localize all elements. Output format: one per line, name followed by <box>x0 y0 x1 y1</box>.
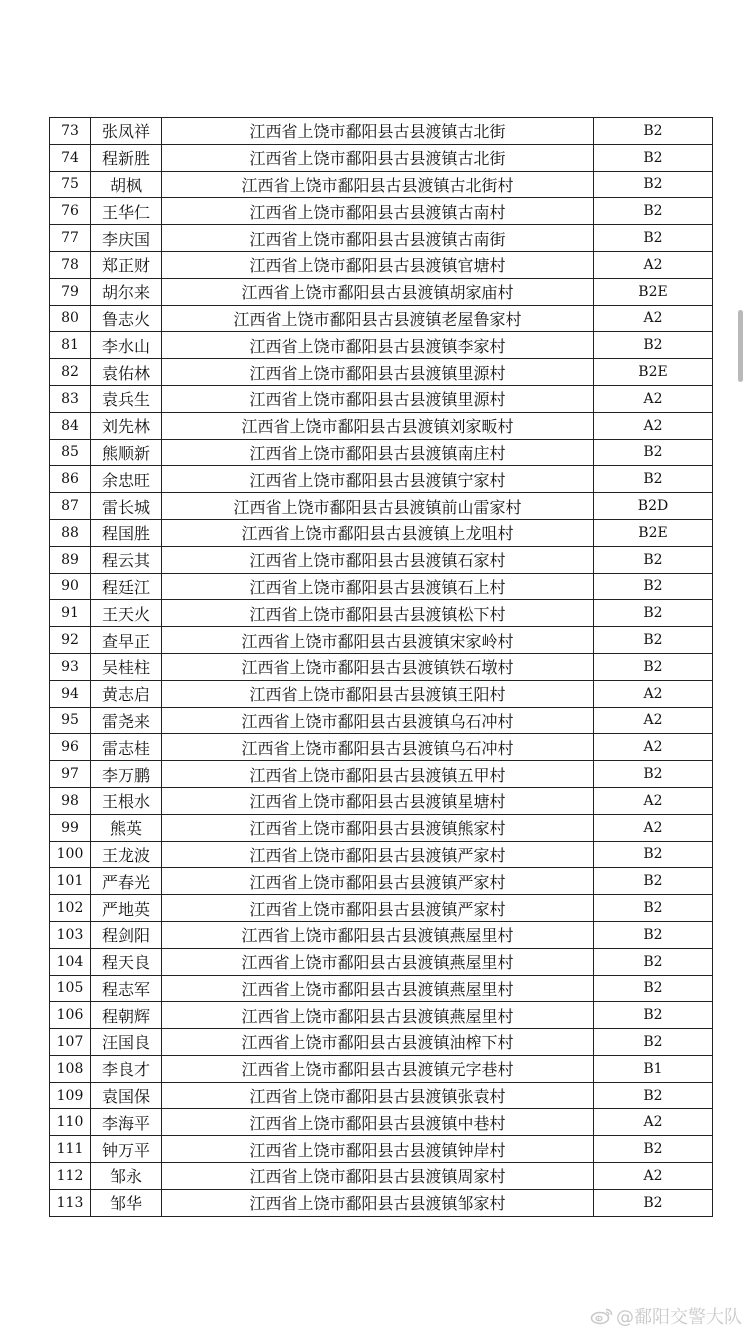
driver-name-cell: 程剑阳 <box>91 921 162 948</box>
license-class-cell: B2 <box>594 627 713 654</box>
row-number-cell: 84 <box>50 412 91 439</box>
driver-name-cell: 王天火 <box>91 600 162 627</box>
license-class-cell: B2E <box>594 359 713 386</box>
table-row <box>50 868 713 895</box>
license-class-cell: B2 <box>594 439 713 466</box>
row-number-cell: 89 <box>50 546 91 573</box>
table-row <box>50 171 713 198</box>
row-number-cell: 112 <box>50 1163 91 1190</box>
address-cell: 江西省上饶市鄱阳县古县渡镇铁石墩村 <box>162 653 594 680</box>
driver-name-cell: 程志军 <box>91 975 162 1002</box>
roster-sheet <box>49 117 711 1217</box>
address-cell: 江西省上饶市鄱阳县古县渡镇上龙咀村 <box>162 519 594 546</box>
license-class-cell: B2 <box>594 171 713 198</box>
address-cell: 江西省上饶市鄱阳县古县渡镇官塘村 <box>162 251 594 278</box>
license-class-cell: B2 <box>594 1082 713 1109</box>
row-number-cell: 103 <box>50 921 91 948</box>
address-cell: 江西省上饶市鄱阳县古县渡镇周家村 <box>162 1163 594 1190</box>
row-number-cell: 76 <box>50 198 91 225</box>
row-number-cell: 92 <box>50 627 91 654</box>
license-class-cell: A2 <box>594 385 713 412</box>
license-class-cell: A2 <box>594 412 713 439</box>
driver-name-cell: 邹永 <box>91 1163 162 1190</box>
table-row <box>50 118 713 145</box>
address-cell: 江西省上饶市鄱阳县古县渡镇王阳村 <box>162 680 594 707</box>
license-class-cell: A2 <box>594 1109 713 1136</box>
address-cell: 江西省上饶市鄱阳县古县渡镇钟岸村 <box>162 1136 594 1163</box>
row-number-cell: 98 <box>50 787 91 814</box>
table-row <box>50 385 713 412</box>
address-cell: 江西省上饶市鄱阳县古县渡镇胡家庙村 <box>162 278 594 305</box>
address-cell: 江西省上饶市鄱阳县古县渡镇里源村 <box>162 385 594 412</box>
table-row <box>50 895 713 922</box>
driver-name-cell: 袁国保 <box>91 1082 162 1109</box>
weibo-watermark <box>590 1303 742 1329</box>
vertical-scrollbar[interactable] <box>738 310 743 382</box>
driver-name-cell: 程新胜 <box>91 144 162 171</box>
driver-name-cell: 胡尔来 <box>91 278 162 305</box>
row-number-cell: 105 <box>50 975 91 1002</box>
license-class-cell: B2 <box>594 225 713 252</box>
license-class-cell: A2 <box>594 707 713 734</box>
row-number-cell: 80 <box>50 305 91 332</box>
driver-name-cell: 雷尧来 <box>91 707 162 734</box>
license-class-cell: B2 <box>594 921 713 948</box>
license-class-cell: A2 <box>594 787 713 814</box>
row-number-cell: 107 <box>50 1029 91 1056</box>
driver-name-cell: 李庆国 <box>91 225 162 252</box>
address-cell: 江西省上饶市鄱阳县古县渡镇油榨下村 <box>162 1029 594 1056</box>
row-number-cell: 108 <box>50 1055 91 1082</box>
row-number-cell: 106 <box>50 1002 91 1029</box>
table-row <box>50 278 713 305</box>
address-cell: 江西省上饶市鄱阳县古县渡镇严家村 <box>162 895 594 922</box>
license-class-cell: B2 <box>594 1029 713 1056</box>
table-row <box>50 144 713 171</box>
driver-name-cell: 胡枫 <box>91 171 162 198</box>
row-number-cell: 90 <box>50 573 91 600</box>
license-class-cell: B2D <box>594 493 713 520</box>
driver-name-cell: 鲁志火 <box>91 305 162 332</box>
driver-name-cell: 李海平 <box>91 1109 162 1136</box>
table-row <box>50 198 713 225</box>
license-class-cell: A2 <box>594 305 713 332</box>
row-number-cell: 102 <box>50 895 91 922</box>
address-cell: 江西省上饶市鄱阳县古县渡镇燕屋里村 <box>162 1002 594 1029</box>
driver-name-cell: 钟万平 <box>91 1136 162 1163</box>
row-number-cell: 85 <box>50 439 91 466</box>
driver-name-cell: 王根水 <box>91 787 162 814</box>
license-class-cell: B2 <box>594 600 713 627</box>
license-class-cell: B2 <box>594 975 713 1002</box>
address-cell: 江西省上饶市鄱阳县古县渡镇古北街村 <box>162 171 594 198</box>
license-class-cell: B2 <box>594 895 713 922</box>
row-number-cell: 78 <box>50 251 91 278</box>
row-number-cell: 99 <box>50 814 91 841</box>
driver-name-cell: 黄志启 <box>91 680 162 707</box>
driver-name-cell: 王华仁 <box>91 198 162 225</box>
row-number-cell: 93 <box>50 653 91 680</box>
address-cell: 江西省上饶市鄱阳县古县渡镇老屋鲁家村 <box>162 305 594 332</box>
address-cell: 江西省上饶市鄱阳县古县渡镇石上村 <box>162 573 594 600</box>
license-class-cell: B2 <box>594 653 713 680</box>
driver-name-cell: 雷长城 <box>91 493 162 520</box>
address-cell: 江西省上饶市鄱阳县古县渡镇严家村 <box>162 868 594 895</box>
table-row <box>50 305 713 332</box>
address-cell: 江西省上饶市鄱阳县古县渡镇宋家岭村 <box>162 627 594 654</box>
license-class-cell: B2 <box>594 332 713 359</box>
address-cell: 江西省上饶市鄱阳县古县渡镇李家村 <box>162 332 594 359</box>
license-class-cell: B2 <box>594 118 713 145</box>
driver-name-cell: 袁兵生 <box>91 385 162 412</box>
license-class-cell: B2 <box>594 573 713 600</box>
driver-name-cell: 郑正财 <box>91 251 162 278</box>
table-row <box>50 1055 713 1082</box>
address-cell: 江西省上饶市鄱阳县古县渡镇燕屋里村 <box>162 975 594 1002</box>
driver-name-cell: 严春光 <box>91 868 162 895</box>
license-class-cell: B2 <box>594 1189 713 1216</box>
address-cell: 江西省上饶市鄱阳县古县渡镇元字巷村 <box>162 1055 594 1082</box>
table-row <box>50 439 713 466</box>
address-cell: 江西省上饶市鄱阳县古县渡镇燕屋里村 <box>162 921 594 948</box>
row-number-cell: 94 <box>50 680 91 707</box>
driver-roster-table <box>49 117 713 1217</box>
license-class-cell: B2 <box>594 144 713 171</box>
address-cell: 江西省上饶市鄱阳县古县渡镇燕屋里村 <box>162 948 594 975</box>
address-cell: 江西省上饶市鄱阳县古县渡镇南庄村 <box>162 439 594 466</box>
row-number-cell: 95 <box>50 707 91 734</box>
license-class-cell: A2 <box>594 1163 713 1190</box>
license-class-cell: B2 <box>594 761 713 788</box>
address-cell: 江西省上饶市鄱阳县古县渡镇古南街 <box>162 225 594 252</box>
table-row <box>50 225 713 252</box>
license-class-cell: B2E <box>594 519 713 546</box>
driver-name-cell: 查早正 <box>91 627 162 654</box>
table-row <box>50 734 713 761</box>
table-row <box>50 251 713 278</box>
license-class-cell: A2 <box>594 814 713 841</box>
address-cell: 江西省上饶市鄱阳县古县渡镇里源村 <box>162 359 594 386</box>
row-number-cell: 110 <box>50 1109 91 1136</box>
row-number-cell: 111 <box>50 1136 91 1163</box>
table-row <box>50 921 713 948</box>
license-class-cell: B2 <box>594 948 713 975</box>
table-row <box>50 1189 713 1216</box>
driver-name-cell: 严地英 <box>91 895 162 922</box>
row-number-cell: 74 <box>50 144 91 171</box>
table-row <box>50 546 713 573</box>
address-cell: 江西省上饶市鄱阳县古县渡镇石家村 <box>162 546 594 573</box>
row-number-cell: 79 <box>50 278 91 305</box>
driver-name-cell: 吴桂柱 <box>91 653 162 680</box>
driver-name-cell: 李万鹏 <box>91 761 162 788</box>
address-cell: 江西省上饶市鄱阳县古县渡镇乌石冲村 <box>162 707 594 734</box>
driver-name-cell: 王龙波 <box>91 841 162 868</box>
address-cell: 江西省上饶市鄱阳县古县渡镇刘家畈村 <box>162 412 594 439</box>
roster-table-body <box>50 118 713 1217</box>
address-cell: 江西省上饶市鄱阳县古县渡镇古北街 <box>162 144 594 171</box>
license-class-cell: B1 <box>594 1055 713 1082</box>
driver-name-cell: 程云其 <box>91 546 162 573</box>
row-number-cell: 91 <box>50 600 91 627</box>
table-row <box>50 948 713 975</box>
driver-name-cell: 刘先林 <box>91 412 162 439</box>
driver-name-cell: 李水山 <box>91 332 162 359</box>
address-cell: 江西省上饶市鄱阳县古县渡镇中巷村 <box>162 1109 594 1136</box>
table-row <box>50 600 713 627</box>
license-class-cell: B2 <box>594 868 713 895</box>
watermark-text: @鄱阳交警大队 <box>616 1307 742 1328</box>
table-row <box>50 680 713 707</box>
license-class-cell: B2 <box>594 466 713 493</box>
table-row <box>50 975 713 1002</box>
table-row <box>50 841 713 868</box>
license-class-cell: A2 <box>594 734 713 761</box>
driver-name-cell: 汪国良 <box>91 1029 162 1056</box>
table-row <box>50 1029 713 1056</box>
table-row <box>50 1163 713 1190</box>
table-row <box>50 761 713 788</box>
table-row <box>50 627 713 654</box>
license-class-cell: B2 <box>594 1136 713 1163</box>
table-row <box>50 653 713 680</box>
driver-name-cell: 程国胜 <box>91 519 162 546</box>
table-row <box>50 1082 713 1109</box>
row-number-cell: 86 <box>50 466 91 493</box>
driver-name-cell: 余忠旺 <box>91 466 162 493</box>
table-row <box>50 1002 713 1029</box>
license-class-cell: B2 <box>594 198 713 225</box>
license-class-cell: B2 <box>594 546 713 573</box>
license-class-cell: B2 <box>594 1002 713 1029</box>
table-row <box>50 1136 713 1163</box>
address-cell: 江西省上饶市鄱阳县古县渡镇五甲村 <box>162 761 594 788</box>
address-cell: 江西省上饶市鄱阳县古县渡镇星塘村 <box>162 787 594 814</box>
row-number-cell: 77 <box>50 225 91 252</box>
license-class-cell: A2 <box>594 680 713 707</box>
address-cell: 江西省上饶市鄱阳县古县渡镇前山雷家村 <box>162 493 594 520</box>
address-cell: 江西省上饶市鄱阳县古县渡镇张袁村 <box>162 1082 594 1109</box>
driver-name-cell: 邹华 <box>91 1189 162 1216</box>
table-row <box>50 573 713 600</box>
address-cell: 江西省上饶市鄱阳县古县渡镇古南村 <box>162 198 594 225</box>
table-row <box>50 787 713 814</box>
address-cell: 江西省上饶市鄱阳县古县渡镇熊家村 <box>162 814 594 841</box>
table-row <box>50 707 713 734</box>
table-row <box>50 466 713 493</box>
driver-name-cell: 李良才 <box>91 1055 162 1082</box>
row-number-cell: 109 <box>50 1082 91 1109</box>
row-number-cell: 81 <box>50 332 91 359</box>
driver-name-cell: 雷志桂 <box>91 734 162 761</box>
driver-name-cell: 袁佑林 <box>91 359 162 386</box>
driver-name-cell: 程朝辉 <box>91 1002 162 1029</box>
table-row <box>50 359 713 386</box>
address-cell: 江西省上饶市鄱阳县古县渡镇松下村 <box>162 600 594 627</box>
row-number-cell: 83 <box>50 385 91 412</box>
row-number-cell: 82 <box>50 359 91 386</box>
table-row <box>50 1109 713 1136</box>
address-cell: 江西省上饶市鄱阳县古县渡镇邹家村 <box>162 1189 594 1216</box>
license-class-cell: B2 <box>594 841 713 868</box>
row-number-cell: 87 <box>50 493 91 520</box>
address-cell: 江西省上饶市鄱阳县古县渡镇乌石冲村 <box>162 734 594 761</box>
row-number-cell: 88 <box>50 519 91 546</box>
license-class-cell: B2E <box>594 278 713 305</box>
table-row <box>50 814 713 841</box>
address-cell: 江西省上饶市鄱阳县古县渡镇古北街 <box>162 118 594 145</box>
row-number-cell: 73 <box>50 118 91 145</box>
row-number-cell: 101 <box>50 868 91 895</box>
driver-name-cell: 张凤祥 <box>91 118 162 145</box>
table-row <box>50 493 713 520</box>
driver-name-cell: 熊英 <box>91 814 162 841</box>
address-cell: 江西省上饶市鄱阳县古县渡镇严家村 <box>162 841 594 868</box>
driver-name-cell: 熊顺新 <box>91 439 162 466</box>
table-row <box>50 412 713 439</box>
address-cell: 江西省上饶市鄱阳县古县渡镇宁家村 <box>162 466 594 493</box>
weibo-logo-icon <box>590 1307 614 1325</box>
row-number-cell: 96 <box>50 734 91 761</box>
driver-name-cell: 程廷江 <box>91 573 162 600</box>
license-class-cell: A2 <box>594 251 713 278</box>
row-number-cell: 75 <box>50 171 91 198</box>
table-row <box>50 519 713 546</box>
table-row <box>50 332 713 359</box>
driver-name-cell: 程天良 <box>91 948 162 975</box>
row-number-cell: 100 <box>50 841 91 868</box>
row-number-cell: 97 <box>50 761 91 788</box>
row-number-cell: 113 <box>50 1189 91 1216</box>
row-number-cell: 104 <box>50 948 91 975</box>
